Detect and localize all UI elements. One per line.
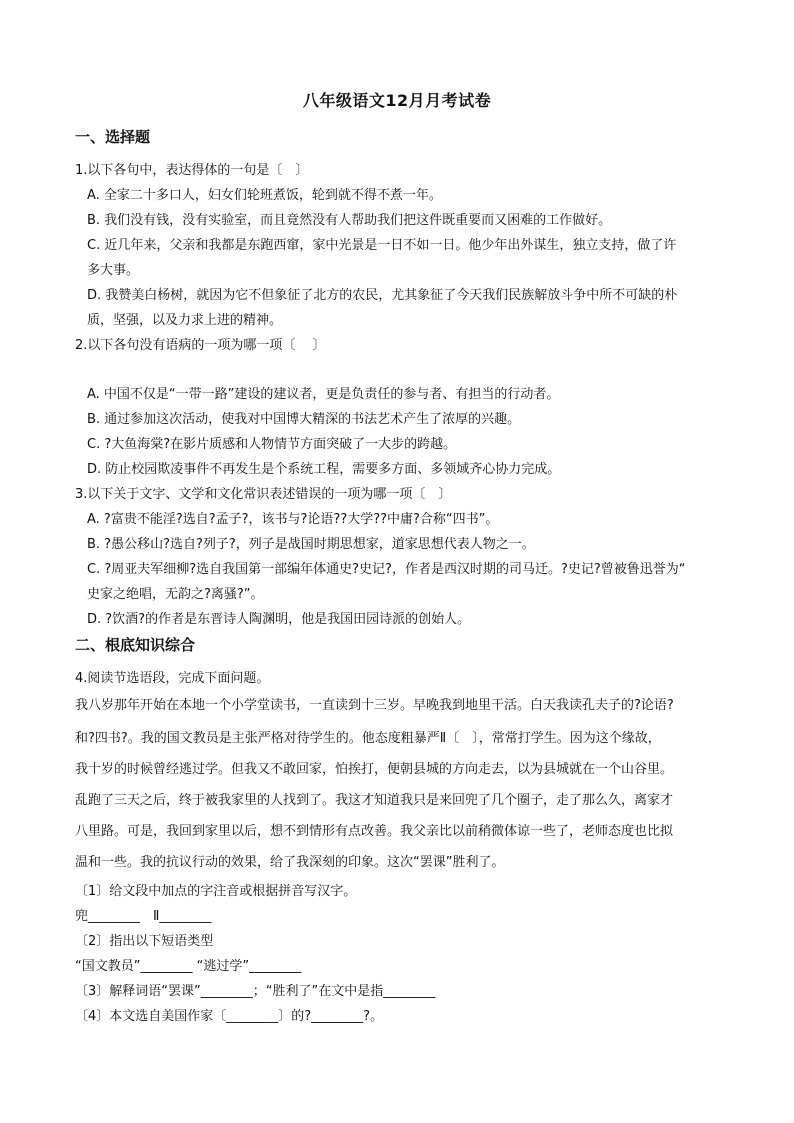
q2-option-b: B. 通过参加这次活动，使我对中国博大精深的书法艺术产生了浓厚的兴趣。 (87, 412, 521, 427)
q2-option-a: A. 中国不仅是“一带一路”建设的建议者，更是负责任的参与者、有担当的行动者。 (87, 387, 560, 402)
q3-option-c-cont: 史家之绝唱，无韵之?离骚?”。 (87, 587, 264, 602)
q2-option-d: D. 防止校园欺凌事件不再发生是个系统工程，需要多方面、多领域齐心协力完成。 (87, 462, 561, 477)
q4-sub1-answer-blanks: 兜________ Ⅱ________ (75, 909, 212, 924)
q1-option-d: D. 我赞美白杨树，就因为它不但象征了北方的农民，尤其象征了今天我们民族解放斗争中所不可缺的朴 (87, 288, 678, 303)
page-title: 八年级语文12月月考试卷 (302, 91, 492, 110)
q3-option-c: C. ?周亚夫军细柳?选自我国第一部编年体通史?史记?，作者是西汉时期的司马迁。?史记?曾被鲁迅誉为“ (87, 562, 686, 577)
q3-stem: 3.以下关于文字、文学和文化常识表述错误的一项为哪一项〔 〕 (75, 487, 452, 502)
q1-option-d-cont: 质，坚强，以及力求上进的精神。 (87, 313, 283, 328)
q4-stem: 4.阅读节选语段，完成下面问题。 (75, 671, 270, 686)
q4-subquestion-4: 〔4〕本文选自美国作家〔________〕的?________?。 (75, 1009, 384, 1024)
q4-passage-line: 温和一些。我的抗议行动的效果，给了我深刻的印象。这次“罢课”胜利了。 (75, 855, 505, 870)
q4-subquestion-1: 〔1〕给文段中加点的字注音或根据拼音写汉字。 (75, 884, 357, 899)
q4-passage-line: 八里路。可是，我回到家里以后，想不到情形有点改善。我父亲比以前稍微体谅一些了，老师态度也比拟 (75, 824, 674, 839)
q4-sub2-answer-blanks: “国文教员”________ “逃过学”________ (75, 959, 302, 974)
q1-option-c: C. 近几年来，父亲和我都是东跑西窜，家中光景是一日不如一日。他少年出外谋生，独立支持，做了许 (87, 238, 677, 253)
q4-passage-line: 乱跑了三天之后，终于被我家里的人找到了。我这才知道我只是来回兜了几个圈子，走了那么久，离家才 (75, 793, 674, 808)
section-heading-1: 一、选择题 (75, 128, 151, 146)
q4-passage-line: 我十岁的时候曾经逃过学。但我又不敢回家，怕挨打，便朝县城的方向走去，以为县城就在一个山谷里。 (75, 762, 674, 777)
q4-subquestion-2: 〔2〕指出以下短语类型 (75, 934, 214, 949)
q1-stem: 1.以下各句中，表达得体的一句是〔 〕 (75, 163, 309, 178)
q3-option-b: B. ?愚公移山?选自?列子?，列子是战国时期思想家，道家思想代表人物之一。 (87, 537, 535, 552)
q1-option-a: A. 全家二十多口人，妇女们轮班煮饭，轮到就不得不煮一年。 (87, 188, 442, 203)
q1-option-c-cont: 多大事。 (87, 263, 140, 278)
q4-passage-line: 和?四书?。我的国文教员是主张严格对待学生的。他态度粗暴严Ⅱ〔 〕，常常打学生。因为这个缘故， (75, 731, 661, 746)
q4-subquestion-3: 〔3〕解释词语“罢课”________；“胜利了”在文中是指________ (75, 984, 436, 999)
q4-passage-line: 我八岁那年开始在本地一个小学堂读书，一直读到十三岁。早晚我到地里干活。白天我读孔夫子的?论语? (75, 698, 674, 713)
q2-option-c: C. ?大鱼海棠?在影片质感和人物情节方面突破了一大步的跨越。 (87, 437, 457, 452)
section-heading-2: 二、根底知识综合 (75, 636, 196, 654)
q3-option-a: A. ?富贵不能淫?选自?孟子?，该书与?论语??大学??中庸?合称“四书”。 (87, 512, 499, 527)
q3-option-d: D. ?饮酒?的作者是东晋诗人陶渊明，他是我国田园诗派的创始人。 (87, 612, 471, 627)
q1-option-b: B. 我们没有钱，没有实验室，而且竟然没有人帮助我们把这件既重要而又困难的工作做好。 (87, 213, 612, 228)
q2-stem: 2.以下各句没有语病的一项为哪一项〔 〕 (75, 338, 326, 353)
